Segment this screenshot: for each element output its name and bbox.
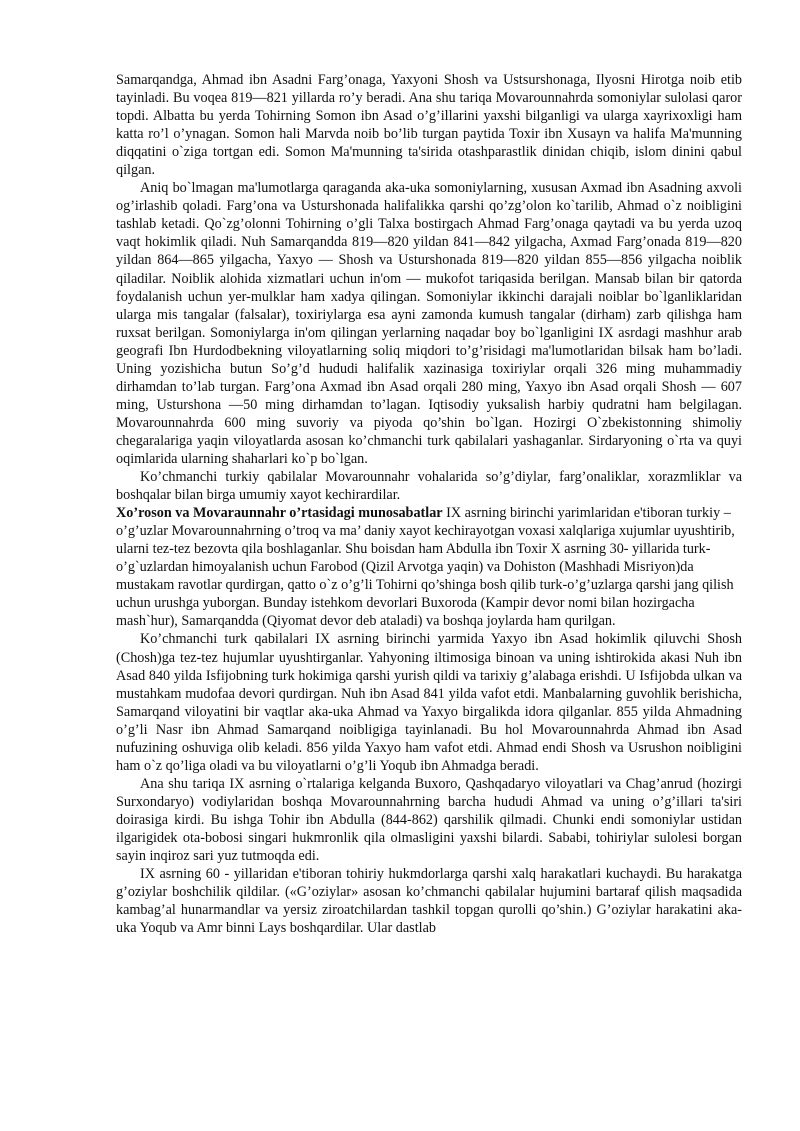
- section-heading: Xo’roson va Movaraunnahr o’rtasidagi munosabatlar: [116, 505, 443, 522]
- paragraph-6: Ana shu tariqa IX asrning o`rtalariga kelganda Buxoro, Qashqadaryo viloyatlari va Chag’anrud (hozirgi Surxondaryo) vodiylaridan boshqa Movarounnahrning barcha hududi Ahmad va uning o’g’illari ta'siri doirasiga kirdi. Bu ishga Tohir ibn Abdulla (844-862) qarshilik qilmadi. Chunki endi somoniylar ustidan ilgarigidek ota-bobosi singari hukmronlik qila olmasligini yaxshi bilardi. Sababi, tohiriylar sulolesi borgan sayin inqiroz sari yuz tutmoqda edi.: [116, 775, 742, 865]
- paragraph-1: Samarqandga, Ahmad ibn Asadni Farg’onaga, Yaxyoni Shosh va Ustsurshonaga, Ilyosni Hirotga noib etib tayinladi. Bu voqea 819—821 yillarda ro’y beradi. Ana shu tariqa Movarounnahrda somoniylar sulolasi qaror topdi. Albatta bu yerda Tohirning Somon ibn Asad o’g’illarini yaxshi bilganligi va ularga xayrixoxligi ham katta ro’l o’ynagan. Somon hali Marvda noib bo’lib turgan paytida Toxir ibn Xusayn va halifa Ma'munning diqqatini o`ziga tortgan edi. Somon Ma'munning ta'sirida otashparastlik dinidan chiqib, islom dinini qabul qilgan.: [116, 72, 742, 179]
- document-page: [116, 71, 742, 937]
- paragraph-2: Aniq bo`lmagan ma'lumotlarga qaraganda aka-uka somoniylarning, xususan Axmad ibn Asadning axvoli og’irlashib qoladi. Farg’ona va Usturshonada halifalikka qarshi qo’zg’olon ko`tarilib, Ahmad o`z noibligini tashlab ketadi. Qo`zg’olonni Tohirning o’gli Talxa bostirgach Ahmad Farg’onaga qaytadi va bu yerda uzoq vaqt hokimlik qiladi. Nuh Samarqandda 819—820 yildan 841—842 yilgacha, Axmad Farg’onada 819—820 yildan 864—865 yilgacha, Yaxyo — Shosh va Usturshonada 819—820 yildan 855—856 yilgacha noiblik qiladilar. Noiblik alohida xizmatlari uchun in'om — mukofot tariqasida berilgan. Mansab bilan bir qatorda foydalanish uchun yer-mulklar ham xadya qilingan. Somoniylar ikkinchi darajali noiblar bo`lganliklaridan ularga mis tangalar (falsalar), toxiriylarga esa ayni zamonda kumush tangalar (dirham) zarb qilishga ham ruxsat berilgan. Somoniylarga in'om qilingan yerlarning naqadar boy bo`lganligini IX asrdagi mashhur arab geografi Ibn Hurdodbekning viloyatlarning soliq miqdori to’g’risidagi ma'lumotlaridan bilsak ham bo’ladi. Uning yozishicha butun So’g’d hududi halifalik xazinasiga toxiriylar orqali 326 ming muhammadiy dirhamdan to’lab turgan. Farg’ona Axmad ibn Asad orqali 280 ming, Yaxyo ibn Asad orqali Shosh — 607 ming, Usturshona —50 ming dirhamdan to’lagan. Iqtisodiy yuksalish harbiy qudratni ham belgilagan. Movarounnahrda 600 ming suvoriy va piyoda qo’shin bo`lgan. Hozirgi O`zbekistonning shimoliy chegaralariga yaqin viloyatlarda asosan ko’chmanchi turk qabilalari yashaganlar. Sirdaryoning o`rta va quyi oqimlarida ularning shaharlari ko`p bo`lgan.: [116, 180, 742, 467]
- paragraph-4-body: IX asrning birinchi yarimlaridan e'tiboran turkiy –o’g’uzlar Movarounnahrning o’troq va ma’ daniy xayot kechirayotgan voxasi xalqlariga xujumlar uyushtirib, ularni tez-tez bezovta qila boshlaganlar. Shu boisdan ham Abdulla ibn Toxir X asrning 30- yillarida turk-o’g`uzlardan himoyalanish uchun Farobod (Qizil Arvotga yaqin) va Dohiston (Mashhadi Misriyon)da mustakam ravotlar qurdirgan, qatto o`z o’g’li Tohirni qo’shinga bosh qilib turk-o’g’uzlarga qarshi jang qilish uchun urushga yuborgan. Bunday istehkom devorlari Buxoroda (Kampir devor nomi bilan hozirgacha mash`hur), Samarqandda (Qiyomat devor deb ataladi) va boshqa joylarda ham qurilgan.: [116, 505, 735, 630]
- paragraph-7: IX asrning 60 - yillaridan e'tiboran tohiriy hukmdorlarga qarshi xalq harakatlari kuchaydi. Bu harakatga g’oziylar boshchilik qildilar. («G’oziylar» asosan ko’chmanchi qabilalar hujumini bartaraf qilish maqsadida kambag’al hunarmandlar va yersiz ziroatchilardan tashkil topgan qurolli qo’shin.) G’oziylar harakatini aka-uka Yoqub va Amr binni Lays boshqardilar. Ular dastlab: [116, 866, 742, 937]
- paragraph-3: Ko’chmanchi turkiy qabilalar Movarounnahr vohalarida so’g’diylar, farg’onaliklar, xorazmliklar va boshqalar bilan birga umumiy xayot kechirardilar.: [116, 469, 742, 504]
- paragraph-4: [116, 504, 742, 630]
- paragraph-5: Ko’chmanchi turk qabilalari IX asrning birinchi yarmida Yaxyo ibn Asad hokimlik qiluvchi Shosh (Chosh)ga tez-tez hujumlar uyushtirganlar. Yahyoning iltimosiga binoan va uning ishtirokida akasi Nuh ibn Asad 840 yilda Isfijobning turk hokimiga qarshi yurish qildi va tarixiy g’alabaga erishdi. U Isfijobda ulkan va mustahkam mudofaa devori qurdirgan. Nuh ibn Asad 841 yilda vafot etdi. Manbalarning guvohlik berishicha, Samarqand viloyatini bir vaqtlar aka-uka Ahmad va Yaxyo birgalikda idora qilganlar. 855 yilda Ahmadning o’g’li Nasr ibn Ahmad Samarqand noibligiga tayinlanadi. Bu hol Movarounnahrda Ahmad ibn Asad nufuzining oshuviga olib keladi. 856 yilda Yaxyo ham vafot etdi. Ahmad endi Shosh va Usrushon noibligini ham o`z qo’liga oladi va bu viloyatlarni o’g’li Yoqub ibn Ahmadga beradi.: [116, 631, 742, 774]
